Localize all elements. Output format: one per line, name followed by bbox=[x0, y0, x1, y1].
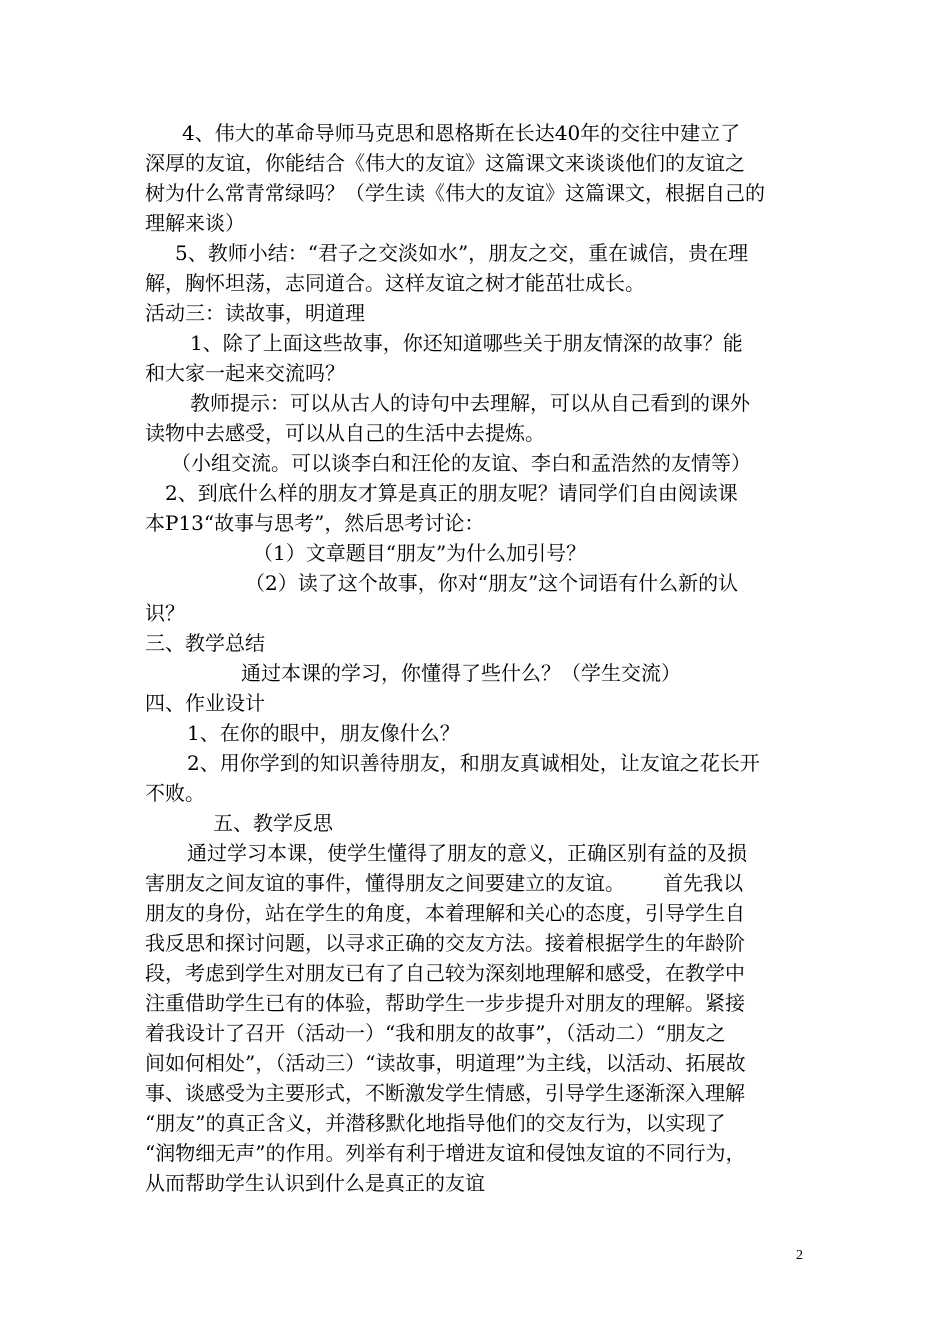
text-line: 树为什么常青常绿吗？（学生读《伟大的友谊》这篇课文，根据自己的 bbox=[145, 181, 765, 205]
text-line: 着我设计了召开（活动一）“我和朋友的故事”，（活动二）“朋友之 bbox=[145, 1021, 726, 1045]
text-line: 注重借助学生已有的体验，帮助学生一步步提升对朋友的理解。紧接 bbox=[145, 991, 745, 1015]
section-heading: 活动三：读故事，明道理 bbox=[145, 301, 365, 325]
text-line: （小组交流。可以谈李白和汪伦的友谊、李白和孟浩然的友情等） bbox=[171, 451, 751, 475]
text-line: 本P13“故事与思考”，然后思考讨论： bbox=[145, 511, 485, 535]
text-line: 解，胸怀坦荡，志同道合。这样友谊之树才能茁壮成长。 bbox=[145, 271, 645, 295]
text-line: （1）文章题目“朋友”为什么加引号？ bbox=[253, 541, 587, 565]
text-line: 5、教师小结：“君子之交淡如水”，朋友之交，重在诚信，贵在理 bbox=[175, 241, 749, 265]
text-line: 2、用你学到的知识善待朋友，和朋友真诚相处，让友谊之花长开 bbox=[187, 751, 760, 775]
text-line: 通过本课的学习，你懂得了些什么？（学生交流） bbox=[241, 661, 681, 685]
text-line: 读物中去感受，可以从自己的生活中去提炼。 bbox=[145, 421, 545, 445]
text-line: 从而帮助学生认识到什么是真正的友谊 bbox=[145, 1171, 485, 1195]
text-line: 事、谈感受为主要形式，不断激发学生情感，引导学生逐渐深入理解 bbox=[145, 1081, 745, 1105]
section-heading: 三、教学总结 bbox=[145, 631, 265, 655]
text-line: 不败。 bbox=[145, 781, 205, 805]
text-line: 1、在你的眼中，朋友像什么？ bbox=[187, 721, 460, 745]
text-line: “朋友”的真正含义，并潜移默化地指导他们的交友行为，以实现了 bbox=[145, 1111, 726, 1135]
text-line: 害朋友之间友谊的事件，懂得朋友之间要建立的友谊。 首先我以 bbox=[145, 871, 744, 895]
section-heading: 四、作业设计 bbox=[145, 691, 265, 715]
text-line: 间如何相处”，（活动三）“读故事，明道理”为主线，以活动、拓展故 bbox=[145, 1051, 746, 1075]
text-line: “润物细无声”的作用。列举有利于增进友谊和侵蚀友谊的不同行为， bbox=[145, 1141, 746, 1165]
text-line: 教师提示：可以从古人的诗句中去理解，可以从自己看到的课外 bbox=[190, 391, 750, 415]
document-body bbox=[145, 118, 825, 1198]
text-line: 4、伟大的革命导师马克思和恩格斯在长达40年的交往中建立了 bbox=[182, 121, 741, 145]
section-heading: 五、教学反思 bbox=[213, 811, 333, 835]
text-line: 通过学习本课，使学生懂得了朋友的意义，正确区别有益的及损 bbox=[187, 841, 747, 865]
text-line: 理解来谈） bbox=[145, 211, 245, 235]
text-line: （2）读了这个故事，你对“朋友”这个词语有什么新的认 bbox=[245, 571, 739, 595]
text-line: 朋友的身份，站在学生的角度，本着理解和关心的态度，引导学生自 bbox=[145, 901, 745, 925]
text-line: 段，考虑到学生对朋友已有了自己较为深刻地理解和感受，在教学中 bbox=[145, 961, 745, 985]
text-line: 深厚的友谊，你能结合《伟大的友谊》这篇课文来谈谈他们的友谊之 bbox=[145, 151, 745, 175]
text-line: 我反思和探讨问题，以寻求正确的交友方法。接着根据学生的年龄阶 bbox=[145, 931, 745, 955]
page-number: 2 bbox=[796, 1248, 803, 1263]
text-line: 识？ bbox=[145, 601, 185, 625]
text-line: 1、除了上面这些故事，你还知道哪些关于朋友情深的故事？能 bbox=[190, 331, 743, 355]
text-line: 2、到底什么样的朋友才算是真正的朋友呢？请同学们自由阅读课 bbox=[165, 481, 738, 505]
text-line: 和大家一起来交流吗？ bbox=[145, 361, 345, 385]
